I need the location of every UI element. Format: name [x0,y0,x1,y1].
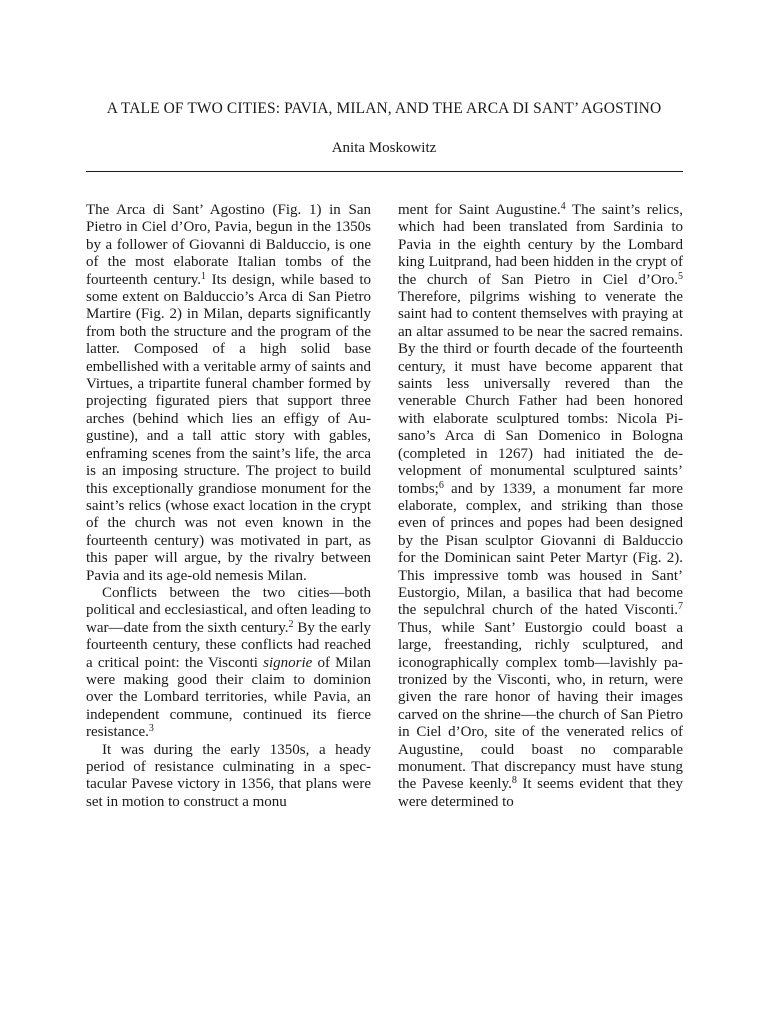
author-name: Anita Moskowitz [331,140,437,156]
paragraph-2-italic: signorie [263,654,313,671]
footnote-ref-5: 5 [678,270,683,282]
right-column [398,202,683,811]
header-rule [86,171,683,172]
paragraph-3c-text-e: Thus, while Sant’ Eustorgio could boast a large, freestanding, richly sculptured, and iconographically complex tomb—lavishly patronized by the Visconti, who, in return, were given the rare honor of having their images carved on the shrine—the church of San Pietro in Ciel d’Oro, site of the venerated relics of Augustine, could boast no comparable monument. That discrepancy must have stung the Pavese keenly. [398,619,683,793]
footnote-ref-1: 1 [200,270,206,282]
footnote-ref-4: 4 [560,201,566,212]
paragraph-1-text-b: Its design, while based to some extent on Balduccio’s Arca di San Pietro Martire (Fig. 2) in Milan, departs significantly from both the structure and the program of the latter. Composed of a high solid base embellished with a veritable army of saints and Virtues, a tripartite funeral chamber formed by projecting figurated piers that support three arches (behind which lies an effigy of Augustine), and a tall attic story with gables, enframing scenes from the saint’s life, the arca is an imposing structure. The project to build this exceptionally grandiose monument for the saint’s relics (whose exact location in the crypt of the church was not even known in the fourteenth century) was motivated in part, as this paper will argue, by the rivalry between Pavia and its age-old nemesis Milan. [86,271,371,584]
paragraph-2-text-a: Conflicts between the two cities—both political and ecclesiastical, and often leading to war—date from the sixth century. [86,584,371,636]
paragraph-2-text-b: By the early fourteenth century, these conflicts had reached a critical point: the Visconti [86,619,371,671]
paragraph-3c-text-b: The saint’s relics, which had been translated from Sardinia to Pavia in the eighth century by the Lombard king Luitprand, had been hidden in the crypt of the church of San Pietro in Ciel d’Oro. [398,202,683,288]
paragraph-3c-text-f: It seems evident that they were determined to [398,776,683,810]
footnote-ref-7: 7 [678,601,683,613]
paragraph-3: It was during the early 1350s, a heady period of resistance culminating in a spectacular Pavese victory in 1356, that plans were set in motion to construct a monu [86,741,371,810]
paragraph-3c-text-a: ment for Saint Augustine. [398,202,561,218]
paragraph-3c-text-c: Therefore, pilgrims wishing to venerate the saint had to content themselves with praying at an altar assumed to be near the sacred remains. By the third or fourth decade of the fourteenth century, it must have become apparent that saints less universally revered than the venerable Church Father had been honored with elaborate sculptured tombs: Nicola Pisano’s Arca di San Domenico in Bologna (completed in 1267) had initiated the development of monumental sculptured saints’ tombs; [398,289,683,497]
footnote-ref-2: 2 [288,618,294,630]
paragraph-2 [86,585,371,742]
paragraph-3c-text-d: and by 1339, a monument far more elaborate, complex, and striking than those even of princes and popes had been designed by the Pisan sculptor Giovanni di Balduccio for the Dominican saint Peter Martyr (Fig. 2). This impressive tomb was housed in Sant’ Eustorgio, Milan, a basilica that had become the sepulchral church of the hated Visconti. [398,480,683,619]
paragraph-1-text-a: The Arca di Sant’ Agostino (Fig. 1) in San Pietro in Ciel d’Oro, Pavia, begun in the 1350s by a follower of Giovanni di Balduccio, is one of the most elaborate Italian tombs of the fourteenth century. [86,202,371,288]
footnote-ref-8: 8 [511,775,517,787]
paragraph-2-text-c: of Milan were making good their claim to dominion over the Lombard territories, while Pavia, an independent commune, continued its fierce resistance. [86,654,371,741]
paragraph-3-continued [398,202,683,811]
footnote-ref-3: 3 [148,723,154,735]
paragraph-1 [86,202,371,585]
article-title: A TALE OF TWO CITIES: PAVIA, MILAN, AND THE ARCA DI SANT’ AGOSTINO [106,100,662,117]
footnote-ref-6: 6 [438,479,444,491]
left-column [86,202,371,811]
